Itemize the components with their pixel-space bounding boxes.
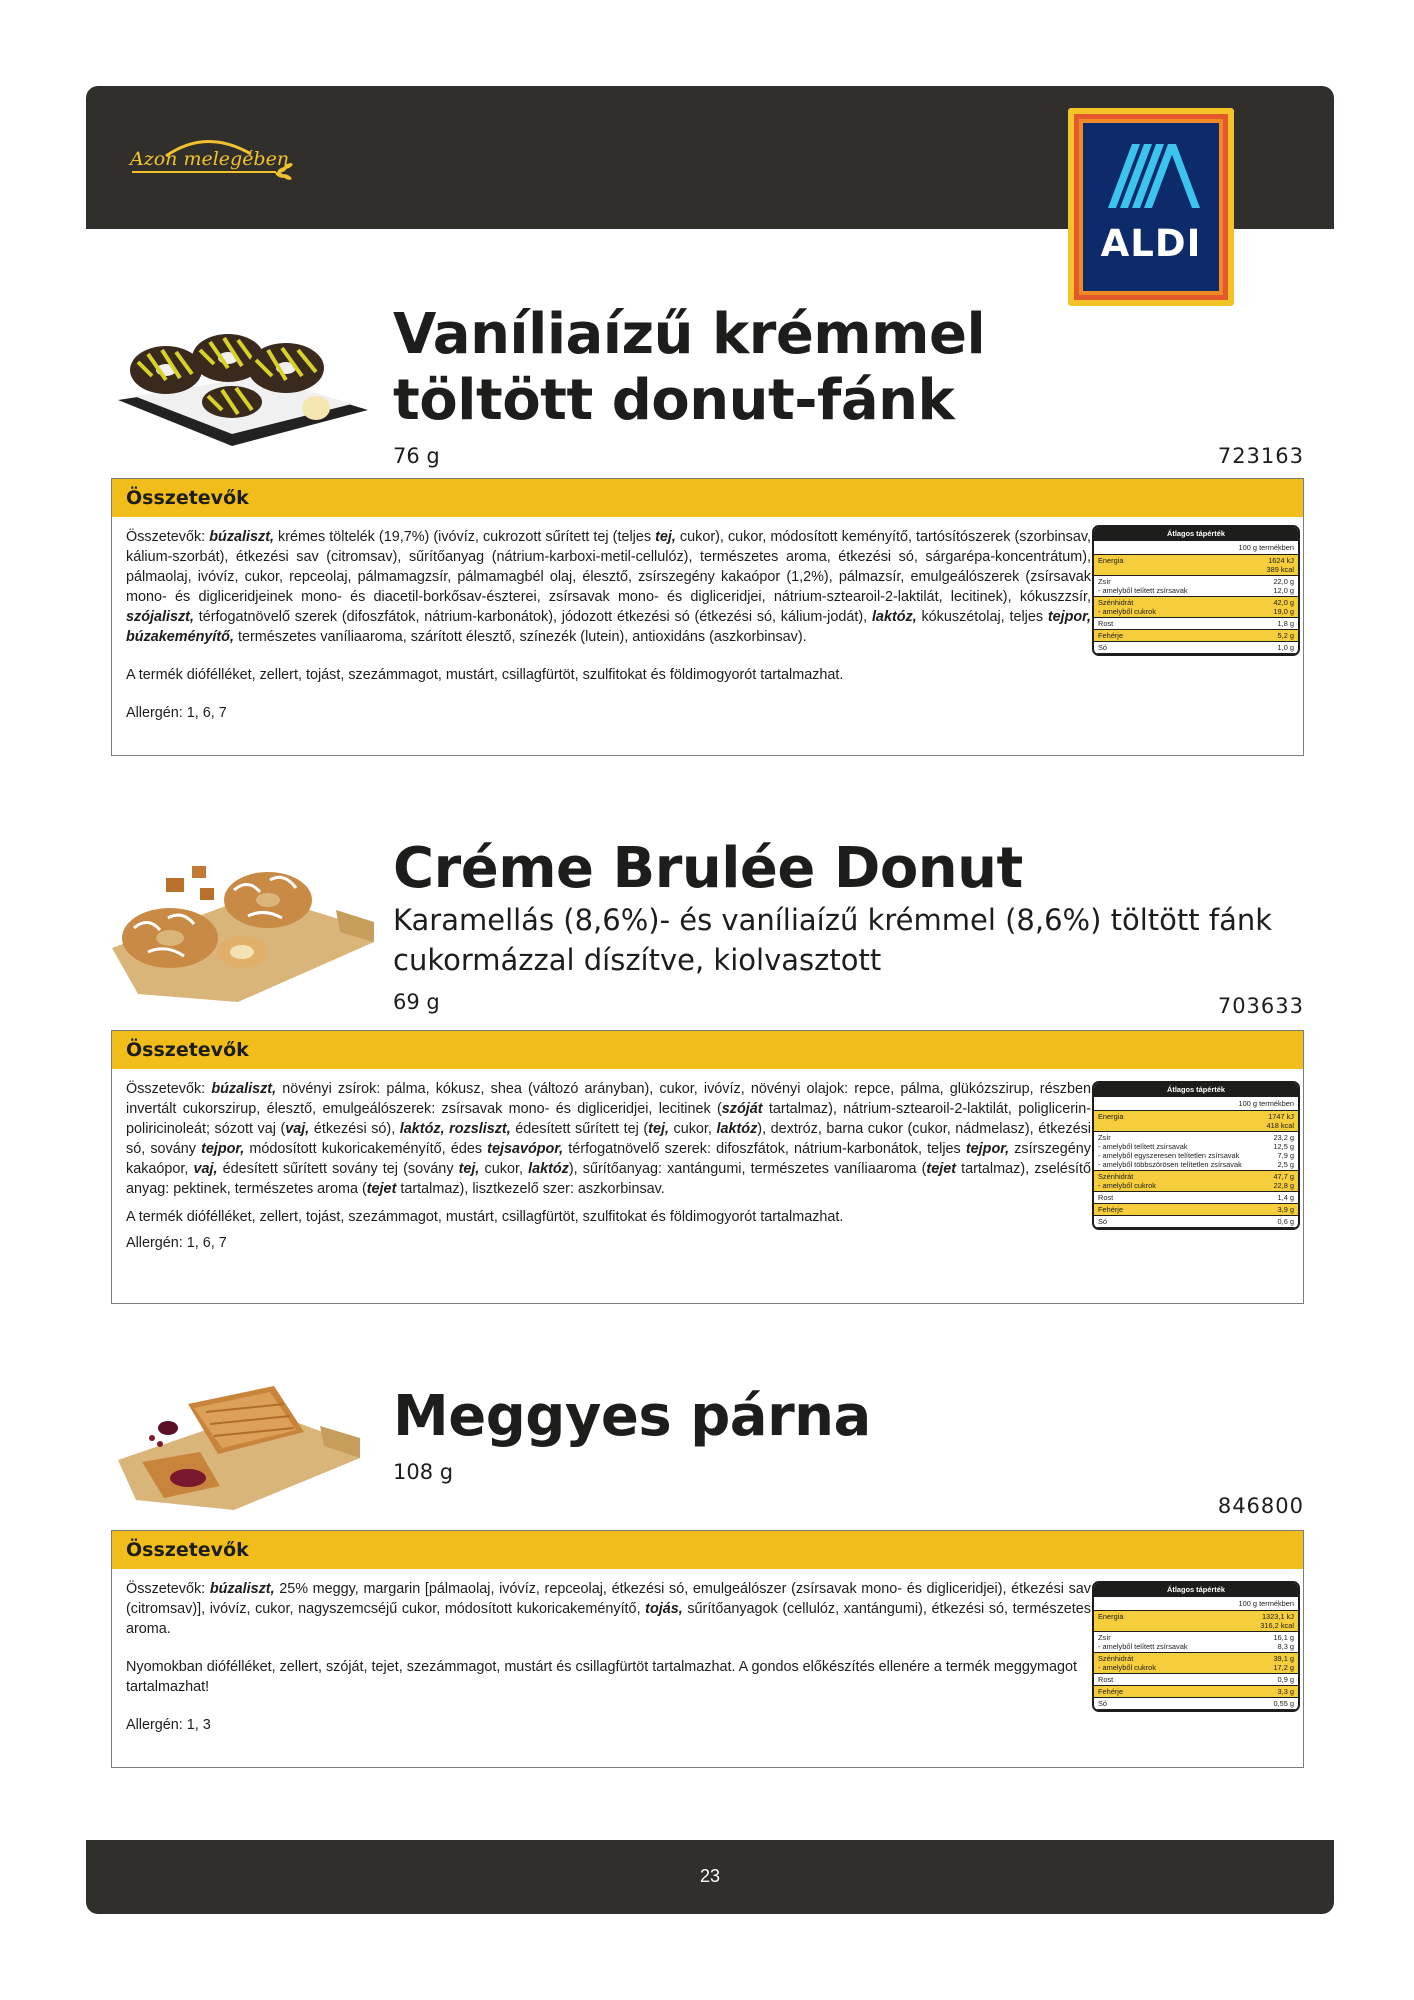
allergen-ingredient: tejpor,: [201, 1141, 245, 1157]
nutrient-label: Szénhidrát: [1098, 598, 1134, 607]
may-contain-note: A termék diófélléket, zellert, tojást, szezámmagot, mustárt, csillagfürtöt, szulfitokat és földimogyorót tartalmazhat.: [126, 667, 844, 683]
allergen-ingredient: tejet: [926, 1161, 957, 1177]
nutrient-value: 418 kcal: [1266, 1121, 1294, 1130]
product-subtitle: cukormázzal díszítve, kiolvasztott: [393, 943, 882, 977]
nutrient-value: 389 kcal: [1266, 565, 1294, 574]
product-code: 846800: [1217, 1494, 1304, 1518]
product-title: Meggyes párna: [393, 1384, 871, 1449]
nutrient-value: 47,7 g: [1273, 1172, 1294, 1181]
allergen-ingredient: tejpor,: [965, 1141, 1010, 1157]
allergen-ingredient: tejpor, búzakeményítő,: [126, 609, 1091, 645]
ingredients-box: [111, 1030, 1304, 1304]
page-number: 23: [699, 1866, 721, 1886]
nutrient-label: Energia: [1098, 556, 1124, 565]
nutrient-label: - amelyből cukrok: [1098, 607, 1156, 616]
product-weight: 108 g: [393, 1460, 454, 1484]
nutrition-row: [1094, 1674, 1298, 1686]
ingredients-text: Összetevők: búzaliszt, krémes töltelék (19,7%) (ivóvíz, cukrozott sűrített tej (teljes tej, cukor), cukor, módosított keményítő, tartósítószerek (szorbinsav, kálium-szorbát), étkezési sav (citromsav), sűrítőanyag (nátrium-karboxi-metil-cellulóz), természetes aroma, étkezési só, sárgarépa-koncentrátum), pálmaolaj, ivóvíz, cukor, repceolaj, pálmamagzsír, pálmamagbél olaj, élesztő, zsírszegény kakaópor (1,2%), pálmazsír, emulgeálószerek (zsírsavak mono- és digliceridjeinek mono- és diacetil-borkősav-észterei, zsírsavak mono- és digliceridjei, nátrium-sztearoil-2-laktilát, lecitinek), kókuszzsír, szójaliszt, térfogatnövelő szerek (difoszfátok, nátrium-karbonátok), jódozott étkezési só (étkezési só, kálium-jodát), laktóz, kókuszétolaj, teljes tejpor, búzakeményítő, természetes vaníliaaroma, szárított élesztő, színezék (lutein), antioxidáns (aszkorbinsav).: [126, 529, 1091, 645]
footer-bar: [86, 1840, 1334, 1914]
nutrient-value: 1747 kJ: [1268, 1112, 1294, 1121]
allergen-ingredient: laktóz,: [871, 609, 917, 625]
allergen-ingredient: tej,: [655, 529, 676, 545]
product-title: töltött donut-fánk: [393, 368, 955, 433]
ingredients-text: Összetevők: búzaliszt, növényi zsírok: pálma, kókusz, shea (változó arányban), cukor, ivóvíz, növényi olajok: repce, pálma, glükózszirup, részben invertált cukorszirup, élesztő, emulgeálószerek: zsírsavak mono- és digliceridjei, lecitinek (szóját tartalmaz), nátrium-sztearoil-2-laktilát, poliglicerin-poliricinoleát; sózott vaj (vaj, étkezési só), laktóz, rozsliszt, édesített sűrített tej (tej, cukor, laktóz), dextróz, barna cukor (cukor, nádmelasz), étkezési só, sovány tejpor, módosított kukoricakeményítő, édes tejsavópor, térfogatnövelő szerek: difoszfátok, nátrium-karbonátok, teljes tejpor, zsírszegény kakaópor, vaj, édesített sűrített sovány tej (sovány tej, cukor, laktóz), sűrítőanyag: xantángumi, természetes vaníliaaroma (tejet tartalmaz), zselésítő anyag: pektinek, természetes aroma (tejet tartalmaz), lisztkezelő szer: aszkorbinsav.: [126, 1081, 1092, 1197]
ingredients-header: Összetevők: [112, 479, 1303, 517]
nutrition-row: [1094, 1111, 1298, 1132]
product-image-cherry-pastry: [114, 1382, 364, 1512]
nutrient-label: - amelyből cukrok: [1098, 1181, 1156, 1190]
allergen-ingredient: szóját: [721, 1101, 763, 1117]
allergen-ingredient: tej,: [648, 1121, 669, 1137]
nutrient-label: - amelyből telített zsírsavak: [1098, 1642, 1188, 1651]
nutrition-row: [1094, 1611, 1298, 1632]
allergen-info: Allergén: 1, 6, 7: [126, 1235, 227, 1251]
nutrient-label: Szénhidrát: [1098, 1172, 1134, 1181]
product-weight: 69 g: [393, 990, 440, 1014]
nutrient-value: 3,3 g: [1277, 1687, 1294, 1696]
nutrient-label: Só: [1098, 1217, 1108, 1226]
nutrient-label: Energia: [1098, 1112, 1124, 1121]
nutrient-value: 1624 kJ: [1268, 556, 1294, 565]
nutrition-row: [1094, 1204, 1298, 1216]
allergen-ingredient: búzaliszt,: [209, 1581, 275, 1597]
nutrition-row: [1094, 1171, 1298, 1192]
nutrient-value: 1323,1 kJ: [1261, 1612, 1294, 1621]
nutrient-value: 1,8 g: [1277, 619, 1294, 628]
allergen-ingredient: tojás,: [645, 1601, 683, 1617]
aldi-logo: [1068, 108, 1234, 306]
nutrition-row: [1094, 1686, 1298, 1698]
nutrient-label: Rost: [1098, 1675, 1114, 1684]
ingredients-header: Összetevők: [112, 1031, 1303, 1069]
allergen-ingredient: tejet: [366, 1181, 397, 1197]
nutrition-per: 100 g termékben: [1094, 1597, 1298, 1611]
nutrient-value: 39,1 g: [1273, 1654, 1294, 1663]
nutrient-value: 17,2 g: [1273, 1663, 1294, 1672]
nutrient-value: 316,2 kcal: [1260, 1621, 1294, 1630]
may-contain-note: Nyomokban diófélléket, zellert, szóját, tejet, szezámmagot, mustárt és csillagfürtöt tartalmazhat. A gondos előkészítés ellenére a termék meggymagot tartalmazhat!: [126, 1659, 1078, 1695]
nutrient-value: 22,8 g: [1273, 1181, 1294, 1190]
nutrient-label: Fehérje: [1098, 1687, 1124, 1696]
nutrient-label: Energia: [1098, 1612, 1124, 1621]
allergen-ingredient: laktóz: [716, 1121, 758, 1137]
nutrition-table: [1092, 525, 1300, 656]
nutrient-value: 7,9 g: [1277, 1151, 1294, 1160]
nutrient-label: Rost: [1098, 1193, 1114, 1202]
nutrient-label: - amelyből cukrok: [1098, 1663, 1156, 1672]
brand-text: Azon melegében: [130, 148, 290, 170]
nutrition-title: Átlagos tápérték: [1094, 527, 1298, 541]
allergen-ingredient: búzaliszt,: [209, 529, 274, 545]
nutrient-value: 1,0 g: [1277, 643, 1294, 652]
nutrition-row: [1094, 1653, 1298, 1674]
nutrient-label: - amelyből egyszeresen telítetlen zsírsavak: [1098, 1151, 1240, 1160]
nutrient-value: 22,0 g: [1273, 577, 1294, 586]
allergen-ingredient: tej,: [458, 1161, 480, 1177]
nutrient-value: 19,0 g: [1273, 607, 1294, 616]
product-subtitle: Karamellás (8,6%)- és vaníliaízű krémmel (8,6%) töltött fánk: [393, 903, 1273, 937]
product-code: 723163: [1217, 444, 1304, 468]
may-contain-note: A termék diófélléket, zellert, tojást, szezámmagot, mustárt, csillagfürtöt, szulfitokat és földimogyorót tartalmazhat.: [126, 1209, 844, 1225]
nutrition-row: [1094, 642, 1298, 654]
allergen-ingredient: vaj,: [193, 1161, 218, 1177]
nutrition-row: [1094, 630, 1298, 642]
nutrition-table: [1092, 1081, 1300, 1230]
nutrition-row: [1094, 1216, 1298, 1228]
nutrient-value: 0,55 g: [1273, 1699, 1294, 1708]
nutrient-value: 0,9 g: [1277, 1675, 1294, 1684]
nutrient-label: Só: [1098, 1699, 1108, 1708]
nutrient-value: 42,0 g: [1273, 598, 1294, 607]
allergen-info: Allergén: 1, 6, 7: [126, 705, 227, 721]
nutrient-label: Só: [1098, 643, 1108, 652]
allergen-ingredient: vaj,: [285, 1121, 310, 1137]
ingredients-text: Összetevők: búzaliszt, 25% meggy, margarin [pálmaolaj, ivóvíz, repceolaj, étkezési só, emulgeálószer (zsírsavak mono- és digliceridjei), étkezési sav (citromsav)], ivóvíz, cukor, nagyszemcséjű cukor, módosított kukoricakeményítő, tojás, sűrítőanyagok (cellulóz, xantángumi), étkezési só, természetes aroma.: [126, 1581, 1091, 1637]
product-weight: 76 g: [393, 444, 440, 468]
nutrition-row: [1094, 576, 1298, 597]
product-image-donut-board: [108, 858, 376, 1004]
nutrient-label: Zsír: [1098, 1633, 1111, 1642]
nutrient-label: Zsír: [1098, 577, 1111, 586]
nutrient-label: Fehérje: [1098, 1205, 1124, 1214]
nutrient-label: Zsír: [1098, 1133, 1111, 1142]
nutrition-row: [1094, 1632, 1298, 1653]
ingredients-header: Összetevők: [112, 1531, 1303, 1569]
nutrient-value: 12,5 g: [1273, 1142, 1294, 1151]
product-image-donut: [112, 318, 372, 448]
product-code: 703633: [1217, 994, 1304, 1018]
nutrition-row: [1094, 618, 1298, 630]
nutrient-value: 5,2 g: [1277, 631, 1294, 640]
nutrition-row: [1094, 555, 1298, 576]
nutrition-row: [1094, 1132, 1298, 1171]
nutrition-title: Átlagos tápérték: [1094, 1583, 1298, 1597]
nutrient-value: 8,3 g: [1277, 1642, 1294, 1651]
nutrient-label: Fehérje: [1098, 631, 1124, 640]
allergen-ingredient: laktóz, rozsliszt,: [399, 1121, 511, 1137]
nutrition-row: [1094, 597, 1298, 618]
allergen-ingredient: búzaliszt,: [211, 1081, 277, 1097]
nutrient-label: - amelyből telített zsírsavak: [1098, 1142, 1188, 1151]
nutrient-label: Szénhidrát: [1098, 1654, 1134, 1663]
ingredients-box: [111, 478, 1304, 756]
nutrition-per: 100 g termékben: [1094, 541, 1298, 555]
nutrient-label: - amelyből telített zsírsavak: [1098, 586, 1188, 595]
allergen-ingredient: szójaliszt,: [126, 609, 194, 625]
nutrition-title: Átlagos tápérték: [1094, 1083, 1298, 1097]
allergen-info: Allergén: 1, 3: [126, 1717, 211, 1733]
nutrient-label: Rost: [1098, 619, 1114, 628]
ingredients-box: [111, 1530, 1304, 1768]
aldi-logo-text: ALDI: [1100, 222, 1202, 265]
nutrient-value: 0,6 g: [1277, 1217, 1294, 1226]
allergen-ingredient: laktóz: [528, 1161, 569, 1177]
nutrient-value: 3,9 g: [1277, 1205, 1294, 1214]
allergen-ingredient: tejsavópor,: [487, 1141, 564, 1157]
nutrient-value: 16,1 g: [1273, 1633, 1294, 1642]
nutrient-value: 12,0 g: [1273, 586, 1294, 595]
nutrition-table: [1092, 1581, 1300, 1712]
nutrient-label: - amelyből többszörösen telítetlen zsírsavak: [1098, 1160, 1242, 1169]
nutrition-row: [1094, 1698, 1298, 1710]
nutrition-row: [1094, 1192, 1298, 1204]
nutrient-value: 1,4 g: [1277, 1193, 1294, 1202]
product-title: Vaníliaízű krémmel: [393, 302, 986, 367]
nutrient-value: 2,5 g: [1277, 1160, 1294, 1169]
nutrition-per: 100 g termékben: [1094, 1097, 1298, 1111]
nutrient-value: 23,2 g: [1273, 1133, 1294, 1142]
product-title: Créme Brulée Donut: [393, 836, 1023, 901]
